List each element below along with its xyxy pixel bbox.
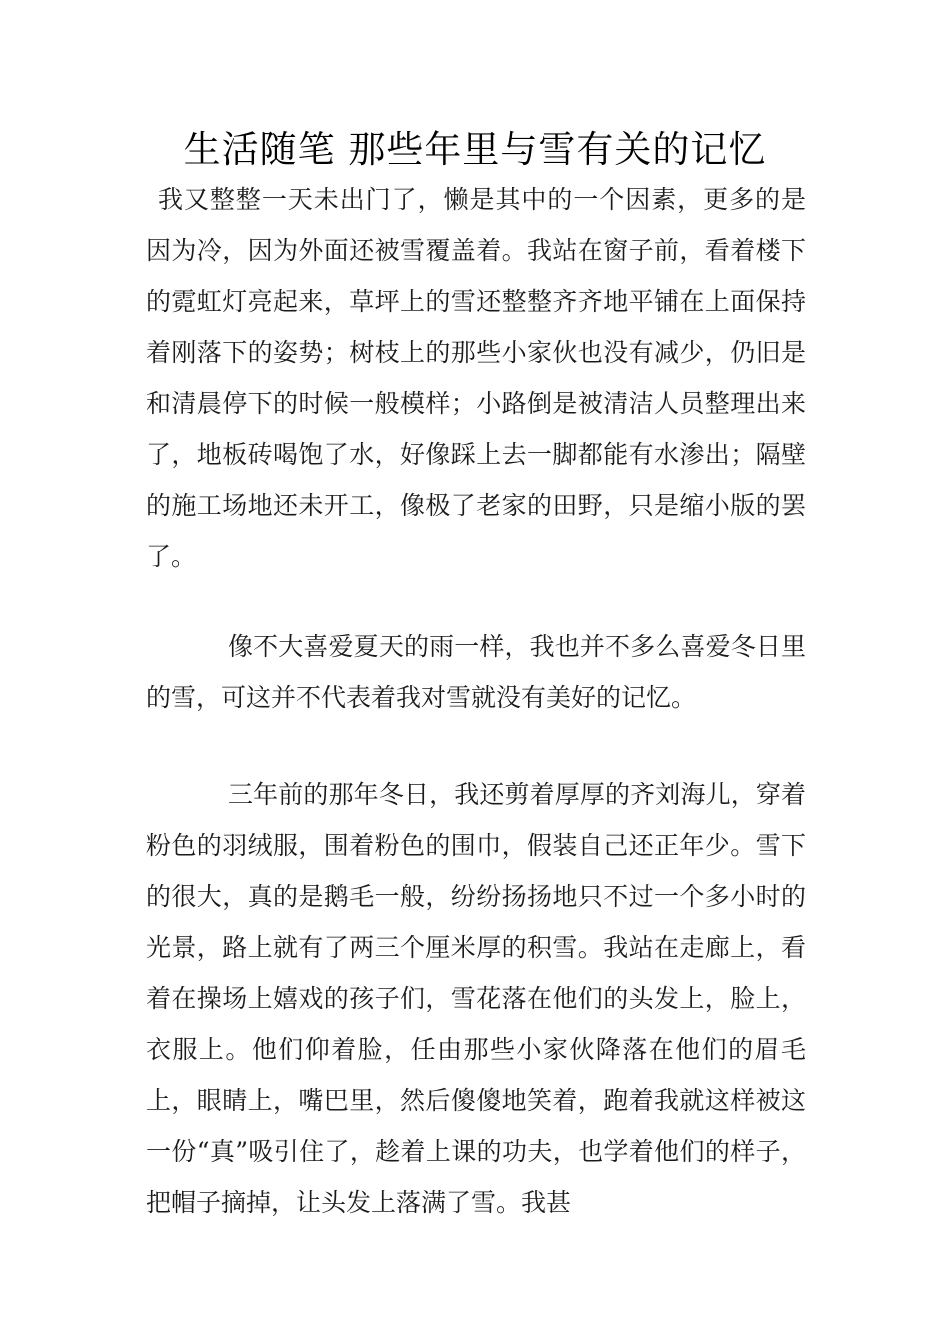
document-title: 生活随笔 那些年里与雪有关的记忆	[183, 128, 767, 171]
paragraph-1: 我又整整一天未出门了，懒是其中的一个因素，更多的是因为冷，因为外面还被雪覆盖着。我站在窗子前，看着楼下的霓虹灯亮起来，草坪上的雪还整整齐齐地平铺在上面保持着刚落下的姿势；树枝上的那些小家伙也没有减少，仍旧是和清晨停下的时候一般模样；小路倒是被清洁人员整理出来了，地板砖喝饱了水，好像踩上去一脚都能有水渗出；隔壁的施工场地还未开工，像极了老家的田野，只是缩小版的罢了。	[146, 185, 806, 571]
paragraph-2: 像不大喜爱夏天的雨一样，我也并不多么喜爱冬日里的雪，可这并不代表着我对雪就没有美好的记忆。	[146, 632, 806, 712]
paragraph-3: 三年前的那年冬日，我还剪着厚厚的齐刘海儿，穿着粉色的羽绒服，围着粉色的围巾，假装自己还正年少。雪下的很大，真的是鹅毛一般，纷纷扬扬地只不过一个多小时的光景，路上就有了两三个厘米厚的积雪。我站在走廊上，看着在操场上嬉戏的孩子们，雪花落在他们的头发上，脸上，衣服上。他们仰着脸，任由那些小家伙降落在他们的眉毛上，眼睛上，嘴巴里，然后傻傻地笑着，跑着我就这样被这一份“真”吸引住了，趁着上课的功夫，也学着他们的样子，把帽子摘掉，让头发上落满了雪。我甚	[146, 780, 806, 1217]
